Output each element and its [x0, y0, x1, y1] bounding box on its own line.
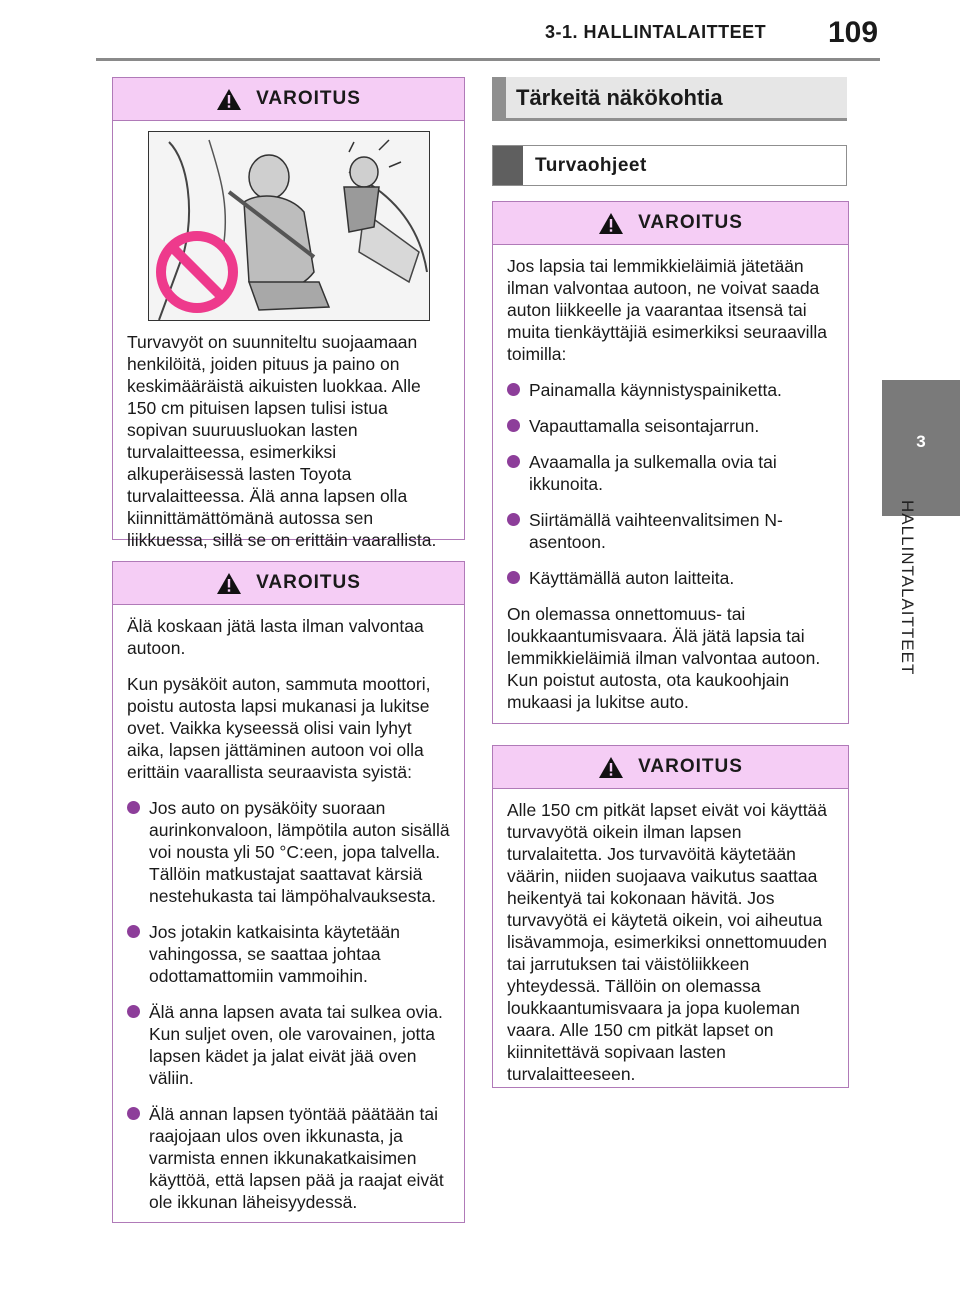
list-item-text: Avaamalla ja sulkemalla ovia tai ikkunoita.	[529, 452, 777, 494]
warning-triangle-icon	[598, 756, 624, 779]
warning-triangle-icon	[598, 212, 624, 235]
bullet-dot-icon	[507, 513, 520, 526]
warning-box-seatbelt-height	[112, 77, 465, 550]
bullet-dot-icon	[507, 383, 520, 396]
list-item	[507, 451, 834, 495]
warning-header	[113, 562, 464, 605]
list-item	[127, 797, 450, 907]
subsection-title-bar	[493, 146, 523, 185]
subsection-title-text: Turvaohjeet	[535, 154, 647, 176]
warning-outro: On olemassa onnettomuus- tai loukkaantumisvaara. Älä jätä lapsia tai lemmikkieläimiä ilman valvontaa autoon. Kun poistut autosta, ota kaukoohjain mukaasi ja lukitse auto.	[507, 604, 821, 712]
warning-triangle-icon	[216, 88, 242, 111]
bullet-dot-icon	[127, 925, 140, 938]
list-item-text: Painamalla käynnistyspainiketta.	[529, 380, 782, 400]
list-item-text: Siirtämällä vaihteenvalitsimen N-asentoon.	[529, 510, 783, 552]
warning-text: Alle 150 cm pitkät lapset eivät voi käyttää turvavyötä oikein ilman lapsen turvalaitetta. Jos turvavöitä käytetään väärin, niiden suojaava vaikutus saattaa heikentyä tai kokonaan hävitä. Jos turvavyötä ei käytetä oikein, voi aiheutua lisävammoja, esimerkiksi onnettomuuden tai jarrutuksen tai väistöliikkeen yhteydessä. Tällöin on olemassa loukkaantumisvaara ja jopa kuoleman vaara. Alle 150 cm pitkät lapset on kiinnitettävä sopivaan lasten turvalaitteeseen.	[507, 800, 828, 1084]
list-item-text: Jos auto on pysäköity suoraan aurinkonvaloon, lämpötila auton sisällä voi nousta yli 50 °C:een, jopa talvella. Tällöin matkustajat saattavat kärsiä nestehukasta tai lämpöhalvauksesta.	[149, 798, 450, 906]
warning-header	[113, 78, 464, 121]
bullet-dot-icon	[127, 801, 140, 814]
warning-header	[493, 746, 848, 789]
section-header: 3-1. HALLINTALAITTEET	[545, 22, 767, 42]
list-item-text: Älä annan lapsen työntää päätään tai raajojaan ulos oven ikkunasta, ja varmista ennen ikkunakatkaisimen käyttöä, että lapsen pää ja raajat eivät ole ikkunan läheisyydessä.	[149, 1104, 444, 1212]
warning-title: VAROITUS	[256, 88, 361, 109]
chapter-tab-number: 3	[916, 432, 926, 451]
list-item	[127, 1001, 450, 1089]
bullet-dot-icon	[507, 419, 520, 432]
bullet-dot-icon	[507, 455, 520, 468]
list-item	[127, 921, 450, 987]
bullet-dot-icon	[507, 571, 520, 584]
warning-intro: Älä koskaan jätä lasta ilman valvontaa autoon.	[127, 616, 424, 658]
header-divider	[96, 58, 880, 61]
list-item-text: Vapauttamalla seisontajarrun.	[529, 416, 760, 436]
warning-box-child-seatbelt	[492, 745, 849, 1088]
section-title-text: Tärkeitä näkökohtia	[516, 84, 723, 110]
list-item	[507, 509, 834, 553]
section-title-bar	[492, 77, 506, 118]
warning-intro: Jos lapsia tai lemmikkieläimiä jätetään ilman valvontaa autoon, ne voivat saada auton liikkeelle ja vaarantaa itsensä tai muita tienkäyttäjiä esimerkiksi seuraavilla toimilla:	[507, 256, 827, 364]
bullet-dot-icon	[127, 1005, 140, 1018]
warning-paragraph: Kun pysäköit auton, sammuta moottori, poistu autosta lapsi mukanasi ja lukitse ovet. Vaikka kyseessä olisi vain lyhyt aika, lapsen jättäminen autoon voi olla erittäin vaarallista seuraavista syistä:	[127, 674, 431, 782]
warning-header	[493, 202, 848, 245]
subsection-title	[492, 145, 847, 186]
list-item-text: Älä anna lapsen avata tai sulkea ovia. Kun suljet oven, ole varovainen, jotta lapsen kädet ja jalat eivät jää oven väliin.	[149, 1002, 443, 1088]
list-item-text: Jos jotakin katkaisinta käytetään vahingossa, se saattaa johtaa odottamattomiin vammoihin.	[149, 922, 400, 986]
chapter-tab	[882, 380, 960, 516]
list-item	[127, 1103, 450, 1213]
chapter-tab-title: HALLINTALAITTEET	[898, 500, 917, 676]
warning-text: Turvavyöt on suunniteltu suojaamaan henkilöitä, joiden pituus ja paino on keskimääräistä aikuisten luokkaa. Alle 150 cm pituisen lapsen tulisi istua sopivan suuruusluokan lasten turvalaitteessa, esimerkiksi alkuperäisessä lasten Toyota turvalaitteessa. Älä anna lapsen olla kiinnittämättömänä autossa sen liikkuessa, sillä se on erittäin vaarallista.	[127, 332, 437, 550]
bullet-dot-icon	[127, 1107, 140, 1120]
list-item	[507, 415, 834, 437]
warning-triangle-icon	[216, 572, 242, 595]
child-on-lap-prohibited-illustration	[148, 131, 430, 321]
warning-box-child-unattended	[112, 561, 465, 1223]
list-item	[507, 567, 834, 589]
list-item-text: Käyttämällä auton laitteita.	[529, 568, 735, 588]
section-title	[492, 77, 847, 121]
list-item	[507, 379, 834, 401]
warning-title: VAROITUS	[638, 756, 743, 777]
warning-title: VAROITUS	[256, 572, 361, 593]
warning-box-pets-children	[492, 201, 849, 724]
page-number: 109	[828, 16, 879, 49]
warning-title: VAROITUS	[638, 212, 743, 233]
